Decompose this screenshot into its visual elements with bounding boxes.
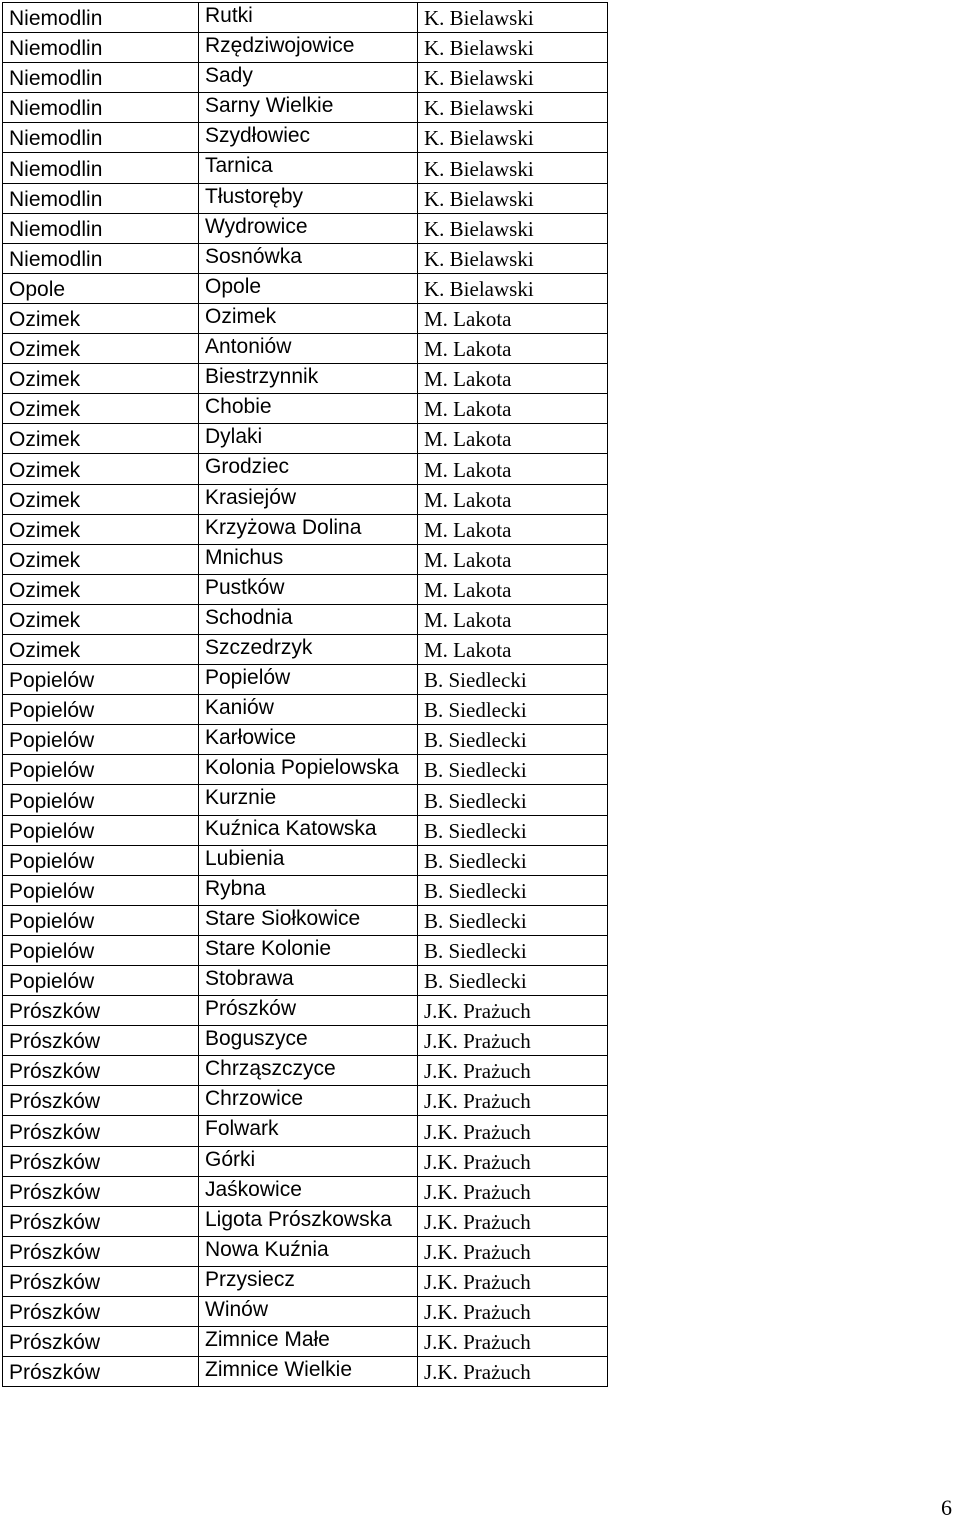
table-row [3,695,608,725]
table-row [3,123,608,153]
locality-cell: Rzędziwojowice [199,33,418,63]
table-row [3,33,608,63]
locality-cell: Sosnówka [199,243,418,273]
responsible-person-cell: K. Bielawski [418,123,608,153]
locality-cell: Chrząszczyce [199,1056,418,1086]
responsible-person-cell: B. Siedlecki [418,665,608,695]
responsible-person-cell: K. Bielawski [418,3,608,33]
locality-cell: Boguszyce [199,1026,418,1056]
responsible-person-cell: J.K. Prażuch [418,1206,608,1236]
page-number: 6 [941,1495,952,1520]
table-row [3,755,608,785]
gmina-cell: Niemodlin [3,3,199,33]
assignment-table [2,2,608,1387]
table-row [3,303,608,333]
gmina-cell: Ozimek [3,334,199,364]
locality-cell: Antoniów [199,334,418,364]
gmina-cell: Prószków [3,1206,199,1236]
locality-cell: Przysiecz [199,1266,418,1296]
responsible-person-cell: B. Siedlecki [418,845,608,875]
locality-cell: Winów [199,1297,418,1327]
table-row [3,665,608,695]
gmina-cell: Ozimek [3,454,199,484]
table-row [3,785,608,815]
table-row [3,1116,608,1146]
gmina-cell: Popielów [3,785,199,815]
table-row [3,725,608,755]
responsible-person-cell: K. Bielawski [418,63,608,93]
locality-cell: Tłustoręby [199,183,418,213]
locality-cell: Folwark [199,1116,418,1146]
responsible-person-cell: M. Lakota [418,484,608,514]
gmina-cell: Prószków [3,1236,199,1266]
responsible-person-cell: J.K. Prażuch [418,1146,608,1176]
locality-cell: Karłowice [199,725,418,755]
locality-cell: Ligota Prószkowska [199,1206,418,1236]
locality-cell: Stare Kolonie [199,935,418,965]
locality-cell: Nowa Kuźnia [199,1236,418,1266]
responsible-person-cell: J.K. Prażuch [418,1086,608,1116]
responsible-person-cell: M. Lakota [418,514,608,544]
responsible-person-cell: M. Lakota [418,544,608,574]
table-row [3,153,608,183]
responsible-person-cell: K. Bielawski [418,33,608,63]
gmina-cell: Ozimek [3,634,199,664]
gmina-cell: Popielów [3,935,199,965]
locality-cell: Ozimek [199,303,418,333]
responsible-person-cell: J.K. Prażuch [418,1176,608,1206]
gmina-cell: Prószków [3,1026,199,1056]
responsible-person-cell: J.K. Prażuch [418,996,608,1026]
responsible-person-cell: M. Lakota [418,394,608,424]
locality-cell: Szydłowiec [199,123,418,153]
table-row [3,634,608,664]
responsible-person-cell: J.K. Prażuch [418,1236,608,1266]
gmina-cell: Prószków [3,1116,199,1146]
table-row [3,93,608,123]
responsible-person-cell: B. Siedlecki [418,966,608,996]
responsible-person-cell: M. Lakota [418,574,608,604]
table-row [3,454,608,484]
table-row [3,484,608,514]
table-row [3,966,608,996]
gmina-cell: Prószków [3,1266,199,1296]
responsible-person-cell: K. Bielawski [418,93,608,123]
locality-cell: Popielów [199,665,418,695]
locality-cell: Mnichus [199,544,418,574]
locality-cell: Chobie [199,394,418,424]
table-row [3,514,608,544]
assignment-table-body [3,3,608,1387]
gmina-cell: Popielów [3,725,199,755]
table-row [3,3,608,33]
gmina-cell: Prószków [3,1176,199,1206]
table-row [3,996,608,1026]
locality-cell: Szczedrzyk [199,634,418,664]
responsible-person-cell: J.K. Prażuch [418,1266,608,1296]
responsible-person-cell: K. Bielawski [418,183,608,213]
gmina-cell: Niemodlin [3,123,199,153]
gmina-cell: Ozimek [3,544,199,574]
gmina-cell: Prószków [3,1357,199,1387]
table-row [3,875,608,905]
responsible-person-cell: J.K. Prażuch [418,1116,608,1146]
gmina-cell: Niemodlin [3,213,199,243]
locality-cell: Chrzowice [199,1086,418,1116]
table-row [3,1026,608,1056]
gmina-cell: Popielów [3,665,199,695]
locality-cell: Tarnica [199,153,418,183]
responsible-person-cell: K. Bielawski [418,213,608,243]
locality-cell: Grodziec [199,454,418,484]
responsible-person-cell: B. Siedlecki [418,905,608,935]
table-row [3,243,608,273]
table-row [3,905,608,935]
gmina-cell: Prószków [3,1327,199,1357]
locality-cell: Rybna [199,875,418,905]
gmina-cell: Popielów [3,905,199,935]
responsible-person-cell: M. Lakota [418,454,608,484]
responsible-person-cell: B. Siedlecki [418,725,608,755]
table-row [3,273,608,303]
gmina-cell: Ozimek [3,514,199,544]
responsible-person-cell: M. Lakota [418,364,608,394]
gmina-cell: Niemodlin [3,33,199,63]
responsible-person-cell: M. Lakota [418,604,608,634]
table-row [3,1146,608,1176]
locality-cell: Jaśkowice [199,1176,418,1206]
locality-cell: Prószków [199,996,418,1026]
locality-cell: Schodnia [199,604,418,634]
responsible-person-cell: K. Bielawski [418,243,608,273]
table-row [3,1176,608,1206]
responsible-person-cell: M. Lakota [418,424,608,454]
table-row [3,1266,608,1296]
locality-cell: Biestrzynnik [199,364,418,394]
table-row [3,183,608,213]
locality-cell: Stare Siołkowice [199,905,418,935]
responsible-person-cell: J.K. Prażuch [418,1026,608,1056]
table-row [3,334,608,364]
table-row [3,935,608,965]
locality-cell: Kuźnica Katowska [199,815,418,845]
table-row [3,394,608,424]
table-row [3,1357,608,1387]
gmina-cell: Ozimek [3,484,199,514]
locality-cell: Dylaki [199,424,418,454]
responsible-person-cell: J.K. Prażuch [418,1297,608,1327]
locality-cell: Krzyżowa Dolina [199,514,418,544]
gmina-cell: Niemodlin [3,153,199,183]
locality-cell: Krasiejów [199,484,418,514]
gmina-cell: Opole [3,273,199,303]
locality-cell: Pustków [199,574,418,604]
gmina-cell: Prószków [3,1146,199,1176]
responsible-person-cell: B. Siedlecki [418,695,608,725]
responsible-person-cell: K. Bielawski [418,153,608,183]
responsible-person-cell: J.K. Prażuch [418,1056,608,1086]
responsible-person-cell: J.K. Prażuch [418,1327,608,1357]
gmina-cell: Niemodlin [3,93,199,123]
responsible-person-cell: B. Siedlecki [418,935,608,965]
table-row [3,1327,608,1357]
gmina-cell: Popielów [3,815,199,845]
table-row [3,1297,608,1327]
locality-cell: Opole [199,273,418,303]
responsible-person-cell: M. Lakota [418,334,608,364]
gmina-cell: Popielów [3,875,199,905]
gmina-cell: Popielów [3,695,199,725]
locality-cell: Rutki [199,3,418,33]
table-row [3,1056,608,1086]
gmina-cell: Prószków [3,1297,199,1327]
locality-cell: Sady [199,63,418,93]
responsible-person-cell: M. Lakota [418,303,608,333]
locality-cell: Zimnice Małe [199,1327,418,1357]
table-row [3,1206,608,1236]
table-row [3,63,608,93]
gmina-cell: Popielów [3,966,199,996]
responsible-person-cell: B. Siedlecki [418,755,608,785]
table-row [3,845,608,875]
locality-cell: Wydrowice [199,213,418,243]
gmina-cell: Prószków [3,996,199,1026]
table-row [3,544,608,574]
gmina-cell: Niemodlin [3,63,199,93]
responsible-person-cell: M. Lakota [418,634,608,664]
gmina-cell: Niemodlin [3,183,199,213]
gmina-cell: Prószków [3,1086,199,1116]
gmina-cell: Ozimek [3,604,199,634]
locality-cell: Kaniów [199,695,418,725]
locality-cell: Lubienia [199,845,418,875]
locality-cell: Stobrawa [199,966,418,996]
table-row [3,424,608,454]
table-row [3,213,608,243]
responsible-person-cell: B. Siedlecki [418,785,608,815]
responsible-person-cell: K. Bielawski [418,273,608,303]
responsible-person-cell: B. Siedlecki [418,815,608,845]
gmina-cell: Ozimek [3,303,199,333]
locality-cell: Zimnice Wielkie [199,1357,418,1387]
gmina-cell: Popielów [3,845,199,875]
table-row [3,1236,608,1266]
responsible-person-cell: J.K. Prażuch [418,1357,608,1387]
table-row [3,1086,608,1116]
gmina-cell: Ozimek [3,424,199,454]
locality-cell: Sarny Wielkie [199,93,418,123]
table-row [3,604,608,634]
table-row [3,815,608,845]
locality-cell: Kurznie [199,785,418,815]
responsible-person-cell: B. Siedlecki [418,875,608,905]
gmina-cell: Ozimek [3,574,199,604]
table-row [3,364,608,394]
gmina-cell: Ozimek [3,364,199,394]
gmina-cell: Ozimek [3,394,199,424]
gmina-cell: Niemodlin [3,243,199,273]
gmina-cell: Popielów [3,755,199,785]
locality-cell: Górki [199,1146,418,1176]
table-row [3,574,608,604]
gmina-cell: Prószków [3,1056,199,1086]
locality-cell: Kolonia Popielowska [199,755,418,785]
